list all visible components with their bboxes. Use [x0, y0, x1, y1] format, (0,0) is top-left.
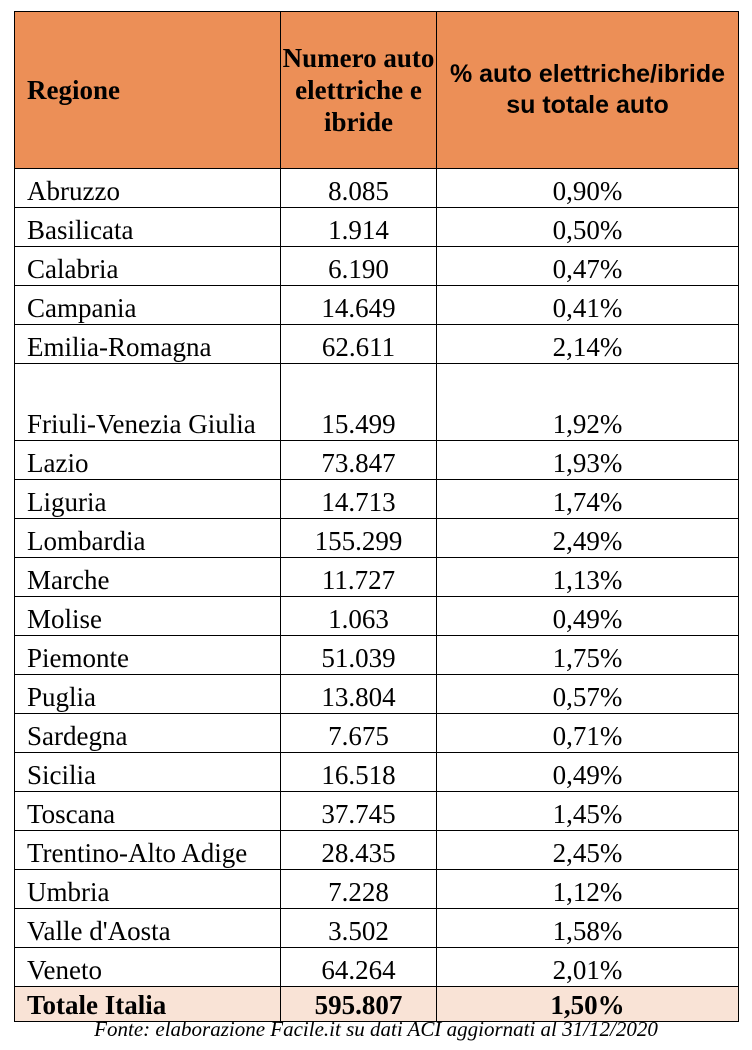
- percent-cell: 0,49%: [437, 597, 739, 636]
- table-row: [15, 169, 739, 208]
- percent-cell: 1,92%: [437, 364, 739, 441]
- number-cell: 15.499: [281, 364, 437, 441]
- table-row: [15, 792, 739, 831]
- table-row: [15, 441, 739, 480]
- region-cell: Puglia: [15, 675, 281, 714]
- number-cell: 28.435: [281, 831, 437, 870]
- total-number: 595.807: [281, 987, 437, 1022]
- region-cell: Molise: [15, 597, 281, 636]
- total-region: Totale Italia: [15, 987, 281, 1022]
- table-row: [15, 636, 739, 675]
- regional-ev-table: [14, 11, 739, 1022]
- percent-cell: 0,71%: [437, 714, 739, 753]
- number-cell: 8.085: [281, 169, 437, 208]
- table-row: [15, 480, 739, 519]
- percent-cell: 1,58%: [437, 909, 739, 948]
- header-row: [15, 12, 739, 169]
- table-row: [15, 714, 739, 753]
- region-cell: Sardegna: [15, 714, 281, 753]
- number-cell: 64.264: [281, 948, 437, 987]
- region-cell: Lazio: [15, 441, 281, 480]
- percent-cell: 2,49%: [437, 519, 739, 558]
- number-cell: 7.228: [281, 870, 437, 909]
- percent-cell: 1,75%: [437, 636, 739, 675]
- source-note: Fonte: elaborazione Facile.it su dati ACI aggiornati al 31/12/2020: [94, 1017, 658, 1041]
- number-cell: 3.502: [281, 909, 437, 948]
- region-cell: Piemonte: [15, 636, 281, 675]
- percent-cell: 0,49%: [437, 753, 739, 792]
- number-cell: 62.611: [281, 325, 437, 364]
- table-row: [15, 364, 739, 441]
- header-percent: % auto elettriche/ibride su totale auto: [437, 12, 739, 169]
- table-row: [15, 558, 739, 597]
- number-cell: 1.063: [281, 597, 437, 636]
- percent-cell: 1,12%: [437, 870, 739, 909]
- region-cell: Umbria: [15, 870, 281, 909]
- table-row: [15, 870, 739, 909]
- region-cell: Trentino-Alto Adige: [15, 831, 281, 870]
- percent-cell: 2,14%: [437, 325, 739, 364]
- number-cell: 51.039: [281, 636, 437, 675]
- header-number: Numero auto elettriche e ibride: [281, 12, 437, 169]
- percent-cell: 1,93%: [437, 441, 739, 480]
- table-row: [15, 675, 739, 714]
- percent-cell: 1,45%: [437, 792, 739, 831]
- region-cell: Calabria: [15, 247, 281, 286]
- percent-cell: 0,47%: [437, 247, 739, 286]
- percent-cell: 2,01%: [437, 948, 739, 987]
- region-cell: Liguria: [15, 480, 281, 519]
- region-cell: Veneto: [15, 948, 281, 987]
- table-row: [15, 519, 739, 558]
- number-cell: 1.914: [281, 208, 437, 247]
- number-cell: 37.745: [281, 792, 437, 831]
- percent-cell: 1,74%: [437, 480, 739, 519]
- table-row: [15, 286, 739, 325]
- percent-cell: 2,45%: [437, 831, 739, 870]
- percent-cell: 0,57%: [437, 675, 739, 714]
- number-cell: 7.675: [281, 714, 437, 753]
- table-row: [15, 247, 739, 286]
- table-row: [15, 909, 739, 948]
- table-row: [15, 948, 739, 987]
- number-cell: 13.804: [281, 675, 437, 714]
- number-cell: 155.299: [281, 519, 437, 558]
- table-row: [15, 831, 739, 870]
- number-cell: 16.518: [281, 753, 437, 792]
- region-cell: Marche: [15, 558, 281, 597]
- number-cell: 14.649: [281, 286, 437, 325]
- table-row: [15, 208, 739, 247]
- table-row: [15, 325, 739, 364]
- region-cell: Campania: [15, 286, 281, 325]
- header-region: Regione: [15, 12, 281, 169]
- number-cell: 11.727: [281, 558, 437, 597]
- table-body: [15, 169, 739, 987]
- percent-cell: 0,50%: [437, 208, 739, 247]
- table-row: [15, 597, 739, 636]
- number-cell: 6.190: [281, 247, 437, 286]
- number-cell: 14.713: [281, 480, 437, 519]
- table-header: [15, 12, 739, 169]
- region-cell: Toscana: [15, 792, 281, 831]
- region-cell: Valle d'Aosta: [15, 909, 281, 948]
- region-cell: Basilicata: [15, 208, 281, 247]
- total-percent: 1,50%: [437, 987, 739, 1022]
- region-cell: Lombardia: [15, 519, 281, 558]
- region-cell: Emilia-Romagna: [15, 325, 281, 364]
- number-cell: 73.847: [281, 441, 437, 480]
- region-cell: Sicilia: [15, 753, 281, 792]
- region-cell: Friuli-Venezia Giulia: [15, 364, 281, 441]
- percent-cell: 1,13%: [437, 558, 739, 597]
- percent-cell: 0,41%: [437, 286, 739, 325]
- region-cell: Abruzzo: [15, 169, 281, 208]
- table-row: [15, 753, 739, 792]
- percent-cell: 0,90%: [437, 169, 739, 208]
